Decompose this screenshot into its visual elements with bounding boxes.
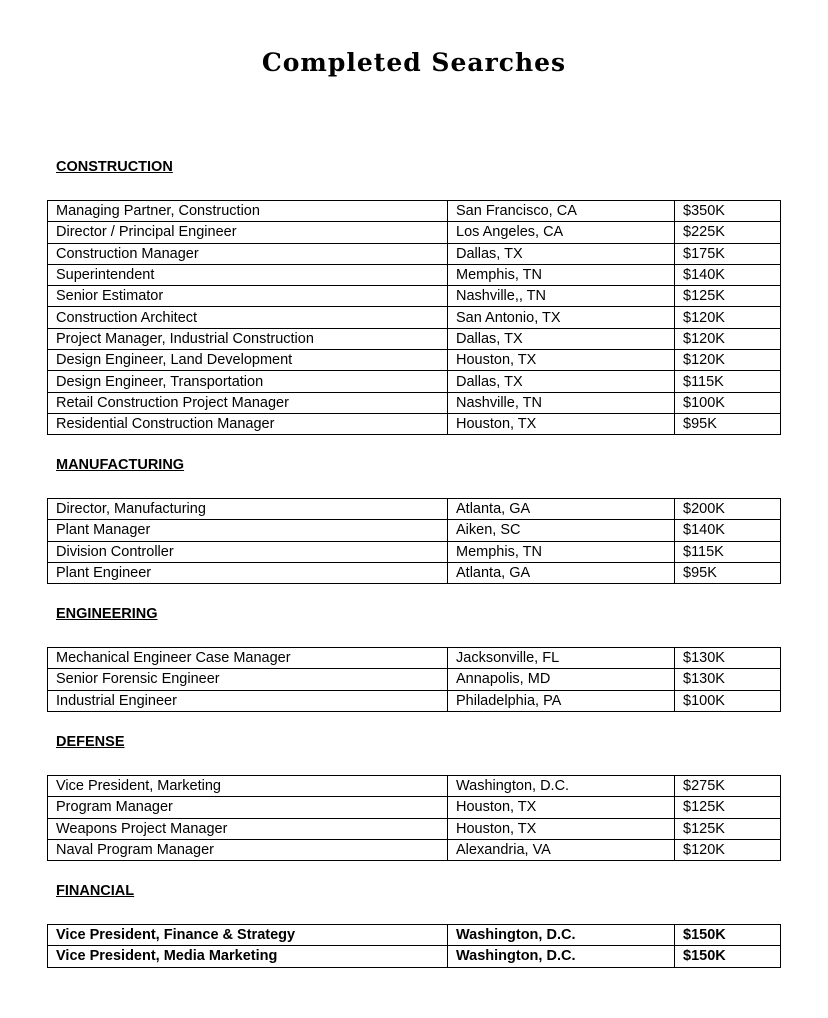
job-title-cell: Construction Manager bbox=[48, 243, 448, 264]
location-cell: Annapolis, MD bbox=[448, 669, 675, 690]
location-cell: Houston, TX bbox=[448, 413, 675, 434]
salary-cell: $120K bbox=[675, 307, 781, 328]
job-title-cell: Plant Manager bbox=[48, 520, 448, 541]
salary-cell: $130K bbox=[675, 669, 781, 690]
table-row bbox=[48, 946, 781, 967]
location-cell: Washington, D.C. bbox=[448, 925, 675, 946]
table-row bbox=[48, 925, 781, 946]
job-title-cell: Director, Manufacturing bbox=[48, 499, 448, 520]
table-row bbox=[48, 520, 781, 541]
table-row bbox=[48, 776, 781, 797]
salary-cell: $140K bbox=[675, 264, 781, 285]
location-cell: Dallas, TX bbox=[448, 371, 675, 392]
job-title-cell: Vice President, Media Marketing bbox=[48, 946, 448, 967]
table-row bbox=[48, 243, 781, 264]
location-cell: Atlanta, GA bbox=[448, 499, 675, 520]
location-cell: Memphis, TN bbox=[448, 541, 675, 562]
salary-cell: $120K bbox=[675, 839, 781, 860]
table-row bbox=[48, 541, 781, 562]
job-title-cell: Senior Forensic Engineer bbox=[48, 669, 448, 690]
location-cell: San Francisco, CA bbox=[448, 201, 675, 222]
job-title-cell: Division Controller bbox=[48, 541, 448, 562]
salary-cell: $115K bbox=[675, 541, 781, 562]
table-row bbox=[48, 499, 781, 520]
location-cell: Houston, TX bbox=[448, 818, 675, 839]
job-title-cell: Mechanical Engineer Case Manager bbox=[48, 648, 448, 669]
job-title-cell: Plant Engineer bbox=[48, 562, 448, 583]
table-row bbox=[48, 222, 781, 243]
section-heading-financial: FINANCIAL bbox=[56, 883, 135, 899]
defense-table bbox=[47, 775, 781, 861]
table-body bbox=[48, 201, 781, 435]
table-body bbox=[48, 925, 781, 968]
table-row bbox=[48, 797, 781, 818]
construction-table bbox=[47, 200, 781, 435]
salary-cell: $115K bbox=[675, 371, 781, 392]
location-cell: Los Angeles, CA bbox=[448, 222, 675, 243]
location-cell: Dallas, TX bbox=[448, 328, 675, 349]
location-cell: Houston, TX bbox=[448, 350, 675, 371]
location-cell: Nashville, TN bbox=[448, 392, 675, 413]
job-title-cell: Design Engineer, Transportation bbox=[48, 371, 448, 392]
salary-cell: $150K bbox=[675, 925, 781, 946]
job-title-cell: Superintendent bbox=[48, 264, 448, 285]
location-cell: Atlanta, GA bbox=[448, 562, 675, 583]
table-body bbox=[48, 499, 781, 584]
salary-cell: $130K bbox=[675, 648, 781, 669]
salary-cell: $100K bbox=[675, 392, 781, 413]
section-heading-manufacturing: MANUFACTURING bbox=[56, 457, 185, 473]
table-row bbox=[48, 392, 781, 413]
table-row bbox=[48, 413, 781, 434]
location-cell: Nashville,, TN bbox=[448, 286, 675, 307]
section-heading-engineering: ENGINEERING bbox=[56, 606, 158, 622]
job-title-cell: Senior Estimator bbox=[48, 286, 448, 307]
job-title-cell: Naval Program Manager bbox=[48, 839, 448, 860]
table-row bbox=[48, 350, 781, 371]
job-title-cell: Vice President, Finance & Strategy bbox=[48, 925, 448, 946]
salary-cell: $125K bbox=[675, 286, 781, 307]
table-row bbox=[48, 307, 781, 328]
job-title-cell: Project Manager, Industrial Construction bbox=[48, 328, 448, 349]
location-cell: Jacksonville, FL bbox=[448, 648, 675, 669]
salary-cell: $95K bbox=[675, 413, 781, 434]
location-cell: Houston, TX bbox=[448, 797, 675, 818]
salary-cell: $150K bbox=[675, 946, 781, 967]
table-row bbox=[48, 371, 781, 392]
table-row bbox=[48, 201, 781, 222]
job-title-cell: Director / Principal Engineer bbox=[48, 222, 448, 243]
section-heading-construction: CONSTRUCTION bbox=[56, 159, 173, 175]
salary-cell: $350K bbox=[675, 201, 781, 222]
table-body bbox=[48, 648, 781, 712]
table-row bbox=[48, 818, 781, 839]
location-cell: San Antonio, TX bbox=[448, 307, 675, 328]
job-title-cell: Weapons Project Manager bbox=[48, 818, 448, 839]
job-title-cell: Managing Partner, Construction bbox=[48, 201, 448, 222]
salary-cell: $225K bbox=[675, 222, 781, 243]
table-row bbox=[48, 328, 781, 349]
table-row bbox=[48, 669, 781, 690]
section-heading-defense: DEFENSE bbox=[56, 734, 125, 750]
engineering-table bbox=[47, 647, 781, 712]
table-row bbox=[48, 286, 781, 307]
location-cell: Washington, D.C. bbox=[448, 946, 675, 967]
location-cell: Alexandria, VA bbox=[448, 839, 675, 860]
job-title-cell: Industrial Engineer bbox=[48, 690, 448, 711]
salary-cell: $125K bbox=[675, 818, 781, 839]
salary-cell: $275K bbox=[675, 776, 781, 797]
table-body bbox=[48, 776, 781, 861]
table-row bbox=[48, 562, 781, 583]
salary-cell: $120K bbox=[675, 328, 781, 349]
job-title-cell: Construction Architect bbox=[48, 307, 448, 328]
table-row bbox=[48, 264, 781, 285]
salary-cell: $140K bbox=[675, 520, 781, 541]
salary-cell: $200K bbox=[675, 499, 781, 520]
table-row bbox=[48, 839, 781, 860]
job-title-cell: Design Engineer, Land Development bbox=[48, 350, 448, 371]
location-cell: Memphis, TN bbox=[448, 264, 675, 285]
salary-cell: $100K bbox=[675, 690, 781, 711]
job-title-cell: Retail Construction Project Manager bbox=[48, 392, 448, 413]
job-title-cell: Program Manager bbox=[48, 797, 448, 818]
table-row bbox=[48, 690, 781, 711]
salary-cell: $95K bbox=[675, 562, 781, 583]
salary-cell: $120K bbox=[675, 350, 781, 371]
manufacturing-table bbox=[47, 498, 781, 584]
job-title-cell: Residential Construction Manager bbox=[48, 413, 448, 434]
location-cell: Dallas, TX bbox=[448, 243, 675, 264]
page-title: Completed Searches bbox=[261, 48, 567, 77]
salary-cell: $175K bbox=[675, 243, 781, 264]
table-row bbox=[48, 648, 781, 669]
location-cell: Washington, D.C. bbox=[448, 776, 675, 797]
financial-table bbox=[47, 924, 781, 968]
job-title-cell: Vice President, Marketing bbox=[48, 776, 448, 797]
location-cell: Philadelphia, PA bbox=[448, 690, 675, 711]
salary-cell: $125K bbox=[675, 797, 781, 818]
location-cell: Aiken, SC bbox=[448, 520, 675, 541]
